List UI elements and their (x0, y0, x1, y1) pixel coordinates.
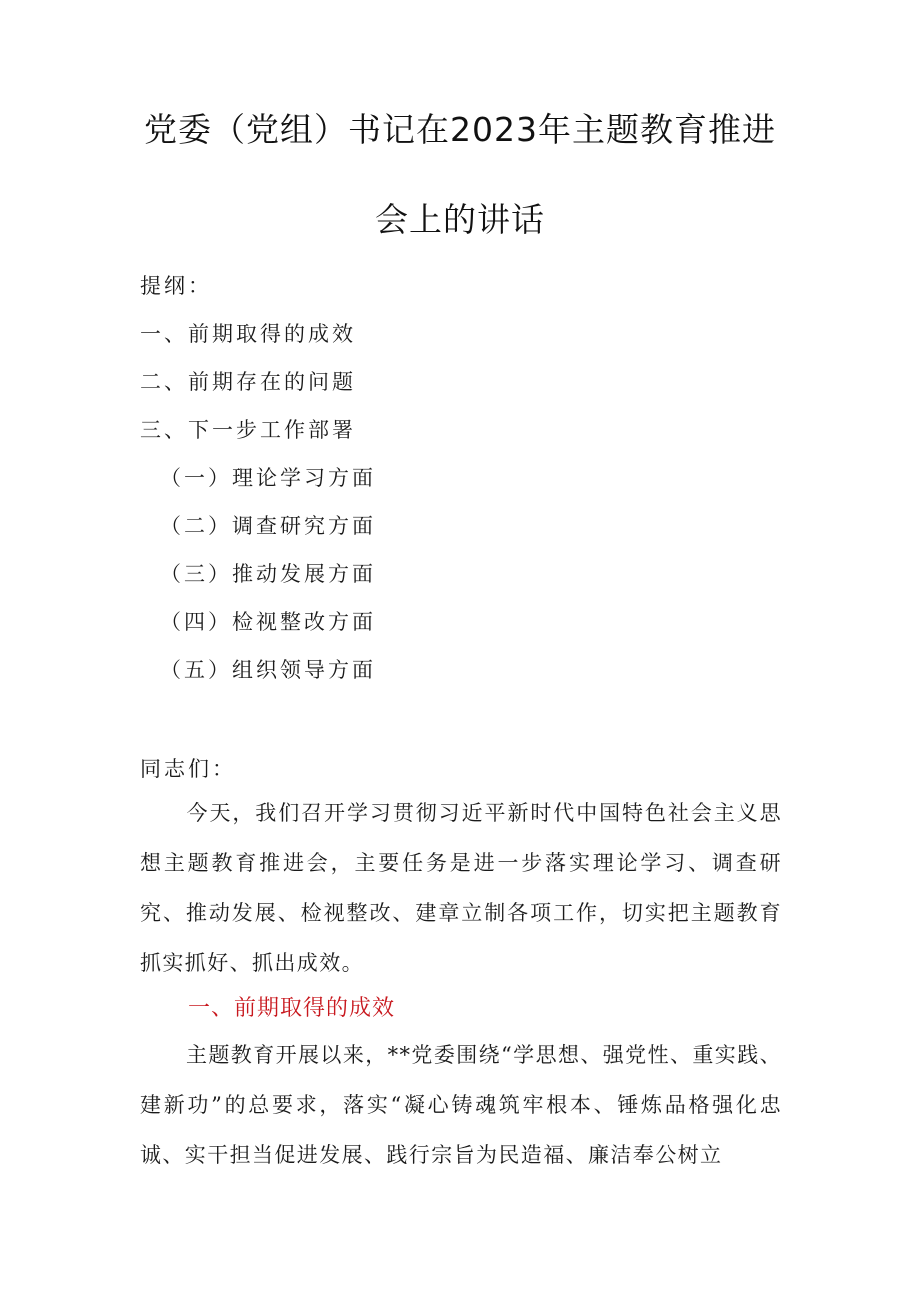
outline-label: 提纲： (140, 274, 212, 298)
outline-subitem-3: （三）推动发展方面 (160, 562, 376, 586)
outline-item-2: 二、前期存在的问题 (140, 370, 356, 394)
outline-item-3: 三、下一步工作部署 (140, 418, 356, 442)
document-title-line-2: 会上的讲话 (375, 200, 545, 239)
document-title-line-1: 党委（党组）书记在2023年主题教育推进 (144, 110, 776, 149)
paragraph-intro (140, 788, 782, 988)
outline-subitem-2: （二）调查研究方面 (160, 514, 376, 538)
paragraph-intro-text: 今天，我们召开学习贯彻习近平新时代中国特色社会主义思想主题教育推进会，主要任务是进一步落实理论学习、调查研究、推动发展、检视整改、建章立制各项工作，切实把主题教育抓实抓好、抓出成效。 (140, 801, 782, 975)
paragraph-section-1 (140, 1030, 782, 1180)
outline-subitem-4: （四）检视整改方面 (160, 610, 376, 634)
paragraph-section-1-text: 主题教育开展以来，**党委围绕“学思想、强党性、重实践、建新功”的总要求，落实“凝心铸魂筑牢根本、锤炼品格强化忠诚、实干担当促进发展、践行宗旨为民造福、廉洁奉公树立 (140, 1043, 782, 1167)
section-heading-1: 一、前期取得的成效 (188, 996, 396, 1021)
salutation: 同志们： (140, 757, 236, 781)
outline-subitem-5: （五）组织领导方面 (160, 658, 376, 682)
outline-item-1: 一、前期取得的成效 (140, 322, 356, 346)
outline-subitem-1: （一）理论学习方面 (160, 466, 376, 490)
